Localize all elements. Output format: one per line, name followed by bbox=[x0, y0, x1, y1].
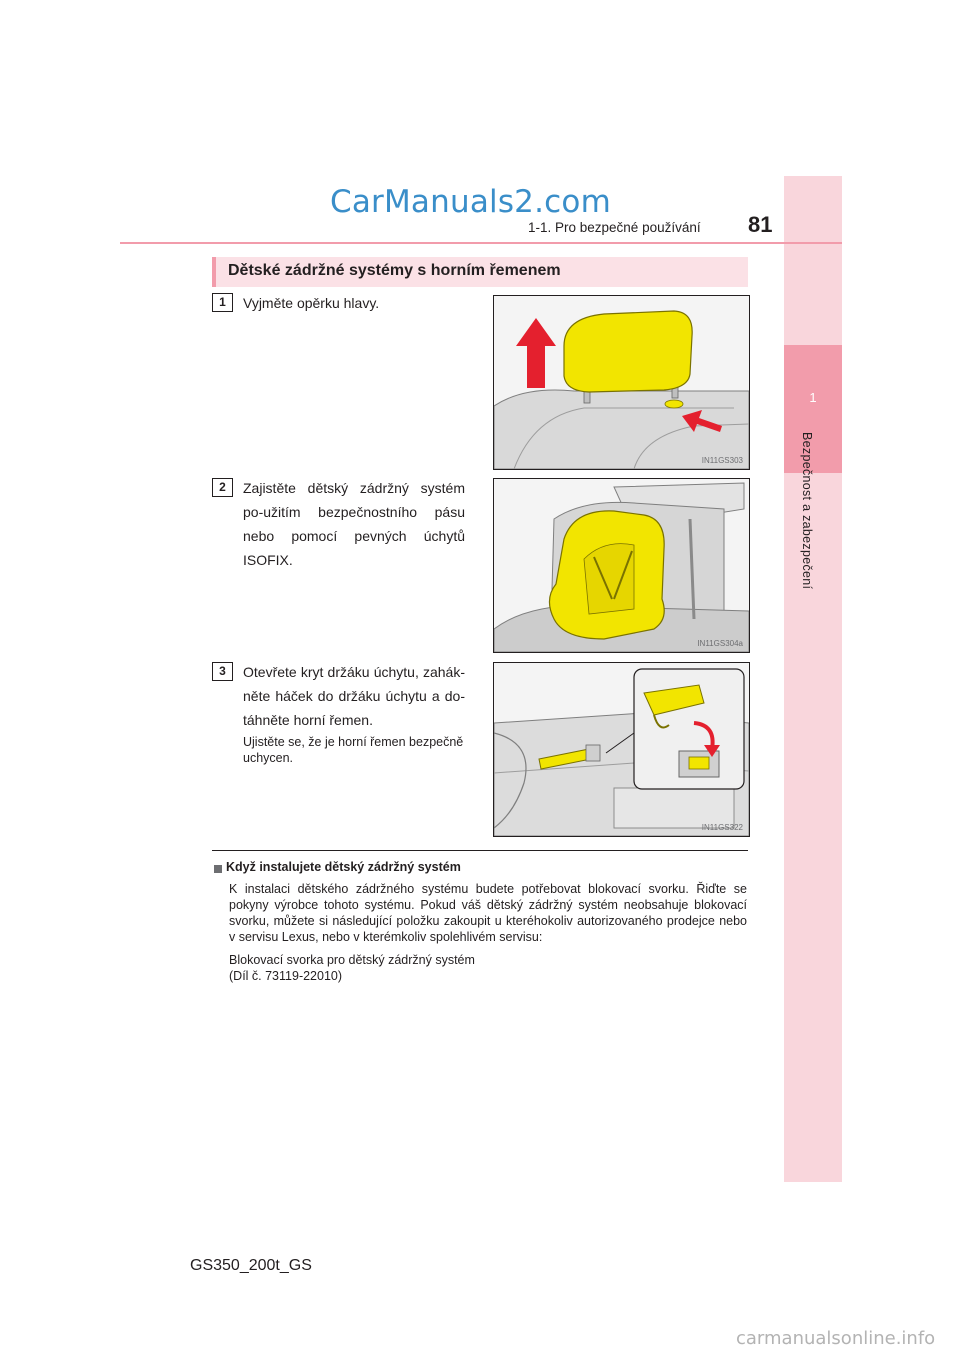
figure-remove-headrest bbox=[493, 295, 750, 470]
section-title: 1-1. Pro bezpečné používání bbox=[528, 220, 701, 235]
topic-title: Dětské zádržné systémy s horním řemenem bbox=[228, 262, 561, 279]
figure-code-1: IN11GS303 bbox=[701, 456, 743, 465]
headrest-illustration bbox=[494, 296, 749, 469]
part-name: Blokovací svorka pro dětský zádržný systém bbox=[229, 953, 475, 967]
step-number-2: 2 bbox=[212, 478, 233, 497]
bottom-watermark: carmanualsonline.info bbox=[736, 1328, 936, 1349]
note-bullet-icon bbox=[214, 865, 222, 873]
top-strap-illustration bbox=[494, 663, 749, 836]
step-note-3: Ujistěte se, že je horní řemen bezpečně uchycen. bbox=[243, 735, 464, 765]
chapter-title: Bezpečnost a zabezpečení bbox=[800, 432, 814, 590]
note-heading: Když instalujete dětský zádržný systém bbox=[226, 860, 461, 874]
step-text-1: Vyjměte opěrku hlavy. bbox=[243, 295, 380, 311]
part-number: (Díl č. 73119-22010) bbox=[229, 969, 343, 983]
figure-code-2: IN11GS304a bbox=[697, 639, 743, 648]
page-number: 81 bbox=[748, 212, 773, 237]
step-number-3: 3 bbox=[212, 662, 233, 681]
step-text-3: Otevřete kryt držáku úchytu, zahák-něte háček do držáku úchytu a do-táhněte horní řemen. bbox=[243, 664, 465, 728]
chapter-number: 1 bbox=[809, 390, 817, 405]
watermark: CarManuals2.com bbox=[330, 184, 611, 220]
note-paragraph: K instalaci dětského zádržného systému budete potřebovat blokovací svorku. Řiďte se pokyny výrobce tohoto systému. Pokud váš dětský zádržný systém neobsahuje blokovací svorku, můžete si následující položku zakoupit u kteréhokoliv autorizovaného prodejce nebo v servisu Lexus, nebo v kterémkoliv spolehlivém servisu: bbox=[229, 882, 747, 944]
child-seat-illustration bbox=[494, 479, 749, 652]
figure-child-seat bbox=[493, 478, 750, 653]
side-strip bbox=[784, 176, 842, 1182]
footer-model: GS350_200t_GS bbox=[190, 1257, 312, 1274]
note-rule bbox=[212, 850, 748, 851]
topic-bar bbox=[212, 257, 748, 287]
note-part-info bbox=[229, 952, 475, 984]
figure-top-strap bbox=[493, 662, 750, 837]
step-number-1: 1 bbox=[212, 293, 233, 312]
header-rule bbox=[120, 242, 842, 244]
figure-code-3: IN11GS322 bbox=[701, 823, 743, 832]
step-text-2: Zajistěte dětský zádržný systém po-užitím bezpečnostního pásu nebo pomocí pevných úchytů ISOFIX. bbox=[243, 480, 465, 568]
